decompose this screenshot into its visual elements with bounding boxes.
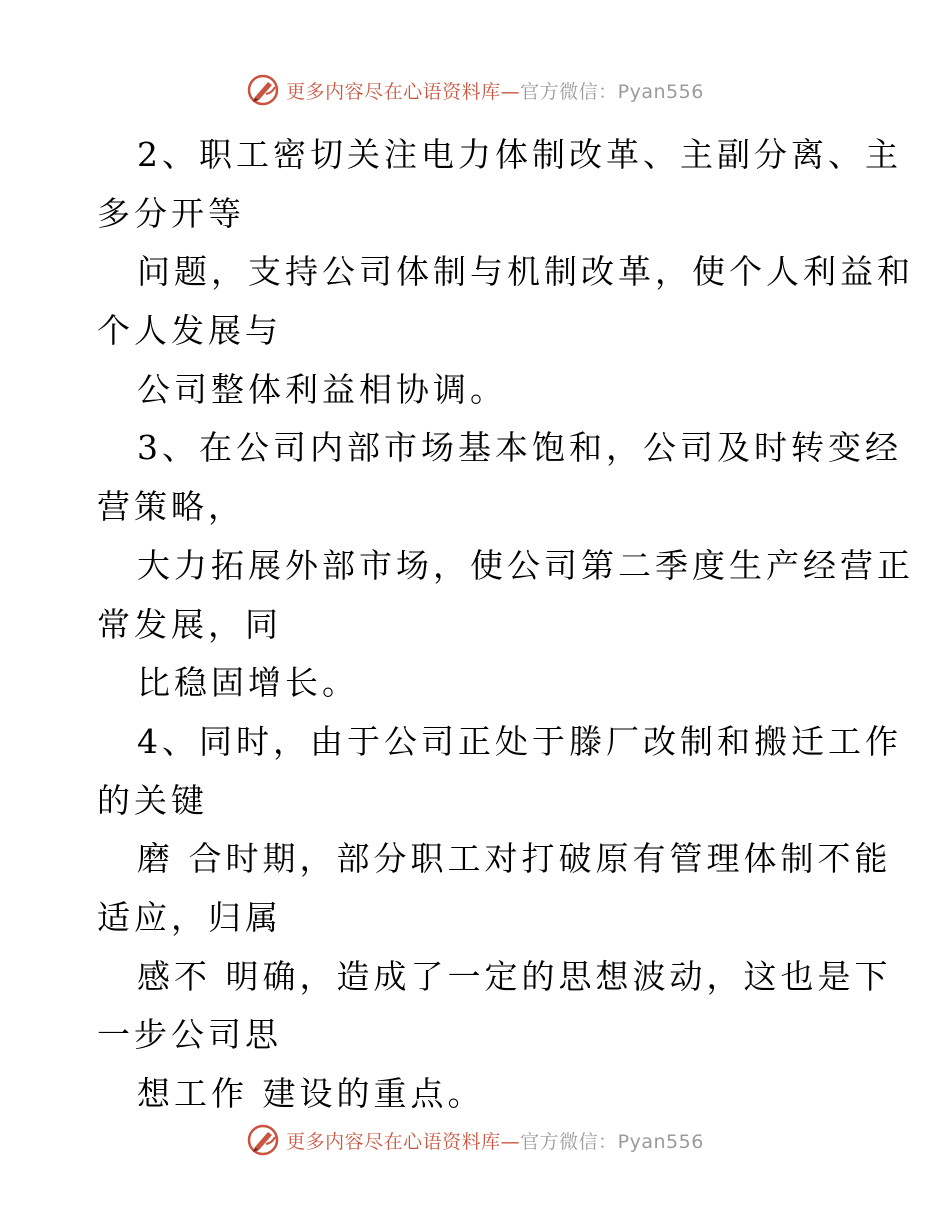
text-line: 比稳固增长。 [137,663,359,703]
header-banner [0,70,950,110]
text-line: 多分开等 [97,193,245,233]
text-line: 一步公司思 [97,1015,282,1055]
text-line: 2、职工密切关注电力体制改革、主副分离、主 [137,135,902,174]
header-banner-title: 更多内容尽在心语资料库— [286,80,521,103]
pen-logo-icon [246,1123,280,1157]
text-line: 大力拓展外部市场，使公司第二季度生产经营正 [137,545,914,585]
text-line: 4、同时，由于公司正处于滕厂改制和搬迁工作 [137,721,902,761]
text-line: 个人发展与 [97,311,282,351]
text-line: 问题，支持公司体制与机制改革，使个人利益和 [137,252,914,292]
text-line: 感不 明确，造成了一定的思想波动，这也是下 [137,956,892,996]
footer-banner-title: 更多内容尽在心语资料库— [286,1130,521,1153]
text-line: 营策略， [97,487,245,527]
footer-banner-text [286,1127,704,1154]
header-banner-wechat: 官方微信：Pyan556 [520,80,704,103]
text-line: 磨 合时期，部分职工对打破原有管理体制不能 [137,839,892,879]
footer-banner [0,1120,950,1160]
text-line: 的关键 [97,780,208,820]
text-line: 3、在公司内部市场基本饱和，公司及时转变经 [137,428,902,468]
text-line: 公司整体利益相协调。 [137,369,507,409]
footer-banner-wechat: 官方微信：Pyan556 [520,1130,704,1153]
header-banner-text [286,77,704,104]
text-line: 常发展，同 [97,604,282,644]
document-body [97,126,914,1124]
text-line: 想工作 建设的重点。 [137,1074,485,1113]
pen-logo-icon [246,73,280,107]
text-line: 适应，归属 [97,897,282,937]
